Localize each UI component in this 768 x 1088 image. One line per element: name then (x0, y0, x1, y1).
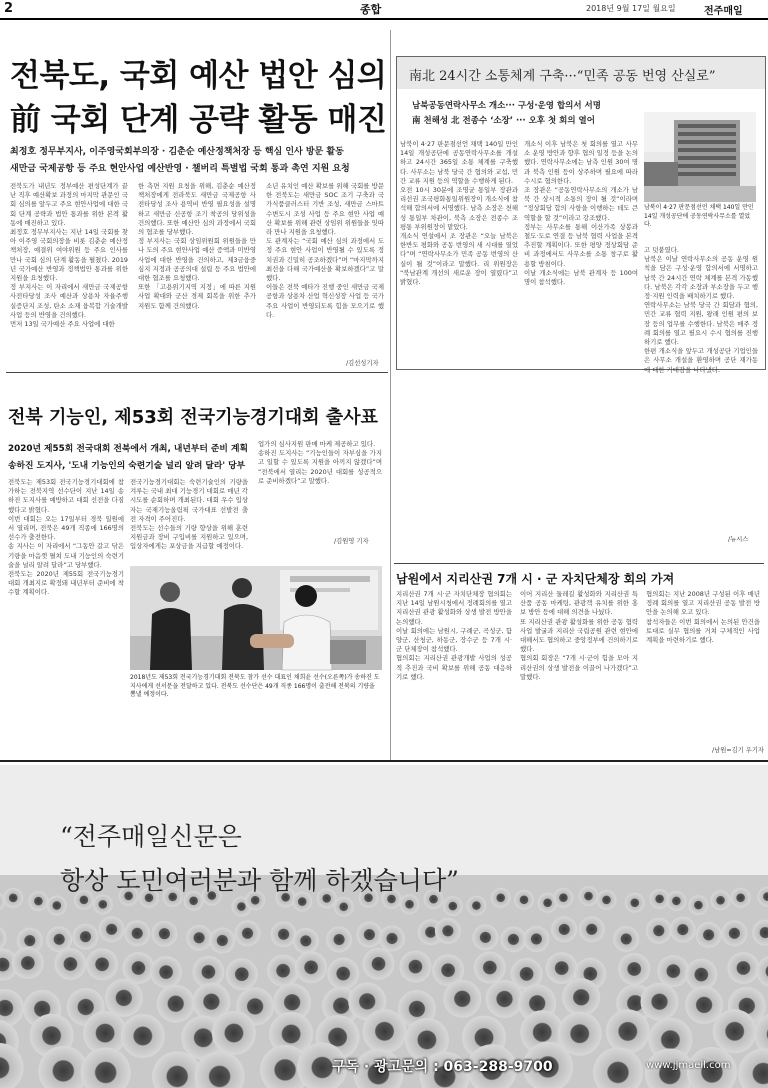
budget-byline: /김선성기자 (346, 360, 379, 367)
ad-slogan-line1: “전주매일신문은 (60, 822, 242, 851)
sunflower (579, 886, 599, 906)
issue-date: 2018년 9월 17일 월요일 (586, 4, 676, 13)
jirisan-body-col1: 지리산권 7개 시·군 자치단체장 협의회는 지난 14일 남원시청에서 정례회의를 열고 지리산권 관광 활성화와 상생 발전 방안을 논의했다. 이날 회의에는 남원시, 구례군, 곡성군, 함양군, 산청군, 하동군, 장수군 등 7개 시·군 단체장이 참석했다. 협의회는 지리산권 관광개발 사업의 성공적 추진과 국비 확보를 위해 공동 대응하기로 했다. (396, 590, 512, 681)
budget-subheadline-1: 최정호 정무부지사, 이주영국회부의장 · 김춘순 예산정책처장 등 핵심 인사 방문 활동 (10, 147, 344, 157)
nambuk-body-col3: 고 덧붙였다. 남북은 이날 연락사무소의 공동 운영 원칙을 담은 구성·운영 합의서에 서명하고 남북 간 24시간 연락 체계를 본격 가동했다. 남북은 각각 소장과 부소장을 두고 행정·지원 인력을 배치하기로 했다. 연락사무소는 남북 당국 간 회담과 협의, 민간 교류 협력 지원, 왕래 인원 편의 보장 등의 업무를 수행한다. 남북은 매주 정례 회의를 열고 필요시 수시 협의를 진행하기로 했다. 한편 개소식을 앞두고 개성공단 기업인들은 사무소 개설을 환영하며 공단 재가동에 대한 기대감을 나타냈다. (644, 246, 758, 374)
liaison-office-photo (644, 112, 756, 202)
budget-body-col3: 소년 유치인 예산 확보를 위해 국회를 방문한 전북도는 새만금 SOC 조기 구축과 국가식품클러스터 기반 조성, 새만금 스마트 수변도시 조성 사업 등 주요 현안 사업 예산 확보를 위해 관련 상임위 위원들을 잇따라 만나 지원을 요청했다. 도 관계자는 “국회 예산 심의 과정에서 도정 주요 현안 사업이 반영될 수 있도록 정치권과 긴밀히 공조하겠다”며 “마지막까지 최선을 다해 국가예산을 확보하겠다”고 말했다. 이들은 전북 예타가 진행 중인 새만금 국제공항과 상용차 산업 혁신성장 사업 등 국가 주요 사업이 반영되도록 힘을 모으기로 했다. (266, 182, 384, 319)
nambuk-body-col2: 개소식 이후 남북은 첫 회의를 열고 사무소 운영 방안과 향후 협의 일정 등을 논의했다. 연락사무소에는 남측 인원 30여 명과 북측 인원 등이 상주하며 필요에 따라 수시로 협의한다. 조 장관은 “공동연락사무소의 개소가 남북 간 상시적 소통의 장이 될 것”이라며 “정상회담 합의 사항을 이행하는 데도 큰 역할을 할 것”이라고 강조했다. 정부는 사무소를 통해 이산가족 상봉과 철도·도로 연결 등 남북 협력 사업을 본격 추진할 계획이다. 또한 평양 정상회담 준비 과정에서도 사무소를 소통 창구로 활용할 방침이다. 이날 개소식에는 남북 관계자 등 100여 명이 참석했다. (524, 140, 638, 287)
nambuk-headline: 南北 24시간 소통체계 구축···“민족 공동 번영 산실로” (409, 69, 716, 84)
sunflower (657, 955, 689, 987)
sunflower (711, 890, 731, 910)
skills-byline: /김원영 기자 (334, 538, 369, 545)
sunflower (696, 922, 722, 948)
ad-contact: 구독 · 광고문의 : 063-288-9700 (332, 1059, 553, 1075)
sunflower (597, 890, 617, 910)
sunflower (613, 926, 639, 952)
divider (394, 563, 764, 564)
sunflower (713, 1009, 757, 1053)
sunflower (379, 926, 405, 952)
publication-name: 전주매일 (704, 6, 743, 17)
sunflower (12, 947, 44, 979)
jirisan-byline: /남원=김기 우기자 (712, 747, 764, 754)
divider (6, 372, 388, 373)
sunflower (209, 928, 235, 954)
sunflower (579, 916, 605, 942)
sunflower-field-image (0, 765, 768, 1088)
sunflower (54, 948, 86, 980)
sunflower (151, 921, 177, 947)
ad-divider (0, 760, 768, 762)
sunflower (731, 888, 751, 908)
sunflower (271, 921, 297, 947)
jirisan-headline: 남원에서 지리산권 7개 시 · 군 자치단체장 회의 가져 (396, 572, 675, 586)
sunflower (121, 1014, 165, 1058)
page-number: 2 (4, 1, 14, 16)
sunflower (327, 958, 359, 990)
sunflower (721, 920, 747, 946)
sunflower (363, 948, 395, 980)
sunflower (606, 1009, 650, 1053)
page-header (0, 0, 768, 20)
sunflower (727, 952, 759, 984)
skills-headline: 전북 기능인, 제53회 전국기능경기대회 출사표 (8, 407, 378, 428)
budget-body-col2: 한 측면 지원 요청을 위해, 김춘순 예산정책처장에게 전라북도 새만금 국제공항 사전타당성 조사 용역비 반영 필요성을 설명하고 새만금 신공항 조기 착공의 당위성을 건의했다. 또한 예산안 심의 과정에서 국회의 협조를 당부했다. 정 부지사는 국회 상임위원회 위원들을 만나 도의 주요 현안사업 예산 증액과 미반영 사업에 대한 반영을 건의하고, 제3금융중심지 지정과 공공의대 설립 등 주요 법안에 대한 협조를 요청했다. 또한 「고용위기지역 지정」에 따른 지원사업 확대와 군산 경제 회복을 위한 추가 지원도 함께 건의했다. (138, 182, 256, 310)
nambuk-subheadline-1: 남북공동연락사무소 개소··· 구성·운영 합의서 서명 (412, 101, 601, 111)
sunflower (73, 924, 99, 950)
budget-headline-line1: 전북도, 국회 예산 법안 심의 (10, 58, 387, 94)
budget-subheadline-2: 새만금 국제공항 등 주요 현안사업 예산반영 · 챌버리 특별법 국회 통과 촉연 지원 요청 (10, 164, 350, 174)
sunflower (334, 897, 354, 917)
sunflower (523, 926, 549, 952)
sunflower (150, 956, 182, 988)
sunflower (551, 916, 577, 942)
advertisement (0, 765, 768, 1088)
sunflower (562, 978, 600, 1016)
jirisan-body-col3: 협의회는 지난 2008년 구성된 이후 매년 정례 회의를 열고 지리산권 공동 발전 방안을 논의해 오고 있다. 참석자들은 이번 회의에서 논의된 안건을 토대로 실무 협의를 거쳐 구체적인 사업 계획을 마련하기로 했다. (646, 590, 760, 645)
skills-subheadline-1: 2020년 제55회 전국대회 전북에서 개최, 내년부터 준비 계획 (8, 444, 248, 454)
nambuk-photo-caption: 남북이 4·27 판문점선언 채택 140일 만인 14일 개성공단에 공동연락사무소를 열었다. (644, 204, 754, 229)
skills-body-col1: 전북도는 제53회 전국기능경기대회에 참가하는 전북지역 선수단이 지난 14일 송하진 도지사를 예방하고 대회 선전을 다짐했다고 밝혔다. 이번 대회는 오는 17일부터 경북 일원에서 열리며, 전북은 49개 직종에 166명의 선수가 출전한다. 송 지사는 이 자리에서 “그동안 갈고 닦은 기량을 마음껏 펼쳐 도내 기능인의 숙련기술을 널리 알려 달라”고 당부했다. 전북도는 2020년 제55회 전국기능경기대회 개최지로 확정돼 내년부터 준비에 착수할 계획이다. (8, 478, 124, 597)
sunflower (326, 927, 352, 953)
budget-body-col1: 전북도가 내년도 정부예산 편성단계가 끝난 직후 예산확보 과정의 마지막 관문인 국회 심의를 앞두고 주요 현안사업에 대한 국회 단계 공략과 법안 통과를 위한 본격 활동에 매진하고 있다. 최정호 정무부지사는 지난 14일 국회를 찾아 이주영 국회의장을 비롯 김춘순 예산정책처장, 예결위 여야위원 등 주요 인사를 만나 국회 심의 단계 활동을 펼쳤다. 2019년 국가예산 반영과 정책법안 통과를 위한 지원을 요청했다. 정 부지사는 이 자리에서 새만금 국제공항 사전타당성 조사 예산과 상용차 자율주행 실증단지 조성, 탄소 소재 융복합 기술개발 사업 등의 반영을 건의했다. 먼저 13일 국가예산 주요 사업에 대한 (10, 182, 128, 329)
sunflower (212, 1011, 256, 1055)
sunflower (93, 894, 113, 914)
ad-slogan-line2: 항상 도민여러분과 함께 하겠습니다” (60, 866, 459, 895)
sunflower (443, 896, 463, 916)
column-divider (390, 30, 391, 760)
sunflower (3, 888, 23, 908)
sunflower (99, 916, 125, 942)
skills-photo-caption: 2018년도 제53회 전국기능경기대회 전북도 참가 선수 대표인 채희윤 선수(오른쪽)가 송하진 도지사에게 선서문을 전달하고 있다. 전북도 선수단은 49개 직종 166명이 출전해 전북의 기량을 뽐낼 예정이다. (130, 674, 380, 699)
nambuk-subheadline-2: 南 천해성 北 전종수 ‘소장’ ··· 오후 첫 회의 열어 (412, 116, 595, 126)
sunflower (553, 888, 573, 908)
budget-headline-line2: 前 국회 단계 공략 활동 매진 (10, 102, 387, 138)
sunflower (356, 922, 382, 948)
sunflower (646, 918, 672, 944)
sunflower (670, 917, 696, 943)
sunflower (267, 955, 299, 987)
section-name: 종합 (360, 3, 382, 16)
sunflower (491, 888, 511, 908)
sunflower (443, 980, 481, 1018)
skills-subheadline-2: 송하진 도지사, '도내 기능인의 숙련기술 널리 알려 달라' 당부 (8, 461, 246, 471)
sunflower (472, 924, 498, 950)
sunflower (618, 953, 650, 985)
jirisan-body-col2: 이어 지리산 둘레길 활성화와 지리산권 특산품 공동 마케팅, 관광객 유치를 위한 홍보 방안 등에 대해 의견을 나눴다. 또 지리산권 관광 활성화를 위한 공동 협력 사업 발굴과 지리산 국립공원 관련 현안에 대해서도 협의하고 중앙정부에 건의하기로 했다. 협의회 회장은 “7개 시·군이 힘을 모아 지리산권의 상생 발전을 이끌어 나가겠다”고 말했다. (520, 590, 638, 681)
sunflower (28, 891, 48, 911)
sunflower (650, 889, 670, 909)
sunflower (474, 952, 506, 984)
sunflower (235, 920, 261, 946)
sunflower (295, 951, 327, 983)
sunflower (435, 918, 461, 944)
nambuk-body-col1: 남북이 4·27 판문점선언 채택 140일 만인 14일 개성공단에 공동연락사무소를 개설하고 24시간 365일 소통 체계를 구축했다. 사무소는 남북 당국 간 협의와 교섭, 민간 교류 지원 등의 역할을 수행하게 된다. 오전 10시 30분에 조명균 통일부 장관과 리선권 조국평화통일위원장이 개소식에 참석해 합의서에 서명했다. 남측 소장은 천해성 통일부 차관이, 북측 소장은 전종수 조평통 부위원장이 맡았다. 개소식 연설에서 조 장관은 “오늘 남북은 한반도 평화와 공동 번영의 새 시대를 열었다”며 “연락사무소가 민족 공동 번영의 산실이 될 것”이라고 말했다. 리 위원장은 “북남관계 개선의 새로운 장이 열렸다”고 밝혔다. (400, 140, 518, 287)
sunflower (514, 890, 534, 910)
sunflower (363, 1009, 407, 1053)
sunflower (124, 920, 150, 946)
sunflower (500, 926, 526, 952)
sunflower (486, 980, 524, 1018)
sunflower (105, 979, 143, 1017)
sunflower (688, 895, 708, 915)
sunflower (293, 928, 319, 954)
sunflower (641, 983, 679, 1021)
sunflower (400, 894, 420, 914)
sunflower (186, 925, 212, 951)
sunflower (546, 952, 578, 984)
sunflower (47, 896, 67, 916)
sunflower (157, 985, 195, 1023)
sunflower (466, 896, 486, 916)
sunflower (122, 952, 154, 984)
sunflower (399, 951, 431, 983)
ad-website: www.jjmaeil.com (646, 1060, 731, 1071)
skills-body-col2: 전국기능경기대회는 숙련기술인의 기량을 겨루는 국내 최대 기능경기 대회로 매년 각 시도를 순회하며 개최된다. 대회 우수 입상자는 국제기능올림픽 국가대표 선발전 출전 자격이 주어진다. 전북도는 선수들의 기량 향상을 위해 훈련 지원금과 장비 구입비를 지원하고 있으며, 입상자에게는 포상금을 지급할 예정이다. (130, 478, 248, 551)
skills-body-col3: 업가의 심사지원 판매 마케 제공하고 있다. 송하진 도지사는 “기능인들이 자부심을 가지고 일할 수 있도록 지원을 아끼지 않겠다”며 “전북에서 열리는 2020년 대회를 성공적으로 준비하겠다”고 말했다. (258, 440, 382, 485)
nambuk-byline: /뉴시스 (728, 536, 749, 543)
handshake-photo (130, 566, 382, 670)
sunflower (685, 959, 717, 991)
sunflower (666, 891, 686, 911)
sunflower (625, 893, 645, 913)
sunflower (86, 948, 118, 980)
sunflower (226, 958, 258, 990)
